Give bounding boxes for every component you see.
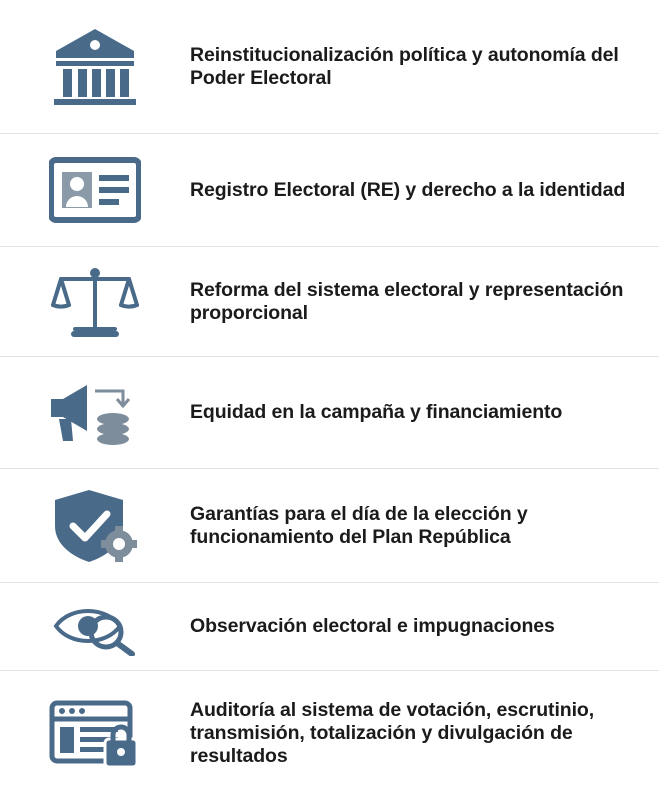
- icon-cell: [0, 375, 190, 451]
- icon-cell: [0, 486, 190, 566]
- megaphone-coins-icon: [47, 375, 143, 451]
- balance-scale-icon: [51, 263, 139, 341]
- list-item-label: Equidad en la campaña y financiamiento: [190, 401, 563, 423]
- list-item: [0, 670, 659, 796]
- eye-magnifier-icon: [50, 598, 140, 656]
- classical-building-icon: [52, 25, 138, 109]
- list-item: [0, 582, 659, 670]
- browser-lock-icon: [49, 699, 141, 769]
- list-item-label: Auditoría al sistema de votación, escrutinio, transmisión, totalización y divulgación de resultados: [190, 699, 595, 767]
- list-item: [0, 0, 659, 133]
- list-item: [0, 133, 659, 246]
- list-item-label: Registro Electoral (RE) y derecho a la identidad: [190, 178, 626, 201]
- icon-cell: [0, 157, 190, 223]
- list-item-label: Garantías para el día de la elección y funcionamiento del Plan República: [190, 502, 528, 548]
- list-item: [0, 468, 659, 582]
- id-card-icon: [49, 157, 141, 223]
- icon-cell: [0, 263, 190, 341]
- icon-cell: [0, 598, 190, 656]
- shield-check-gear-icon: [51, 486, 139, 566]
- list-item-label: Reforma del sistema electoral y representación proporcional: [190, 278, 624, 324]
- icon-cell: [0, 699, 190, 769]
- list-item-label: Observación electoral e impugnaciones: [190, 615, 555, 637]
- list-item: [0, 356, 659, 468]
- list-item-label: Reinstitucionalización política y autonomía del Poder Electoral: [190, 43, 619, 89]
- icon-cell: [0, 25, 190, 109]
- list-item: [0, 246, 659, 356]
